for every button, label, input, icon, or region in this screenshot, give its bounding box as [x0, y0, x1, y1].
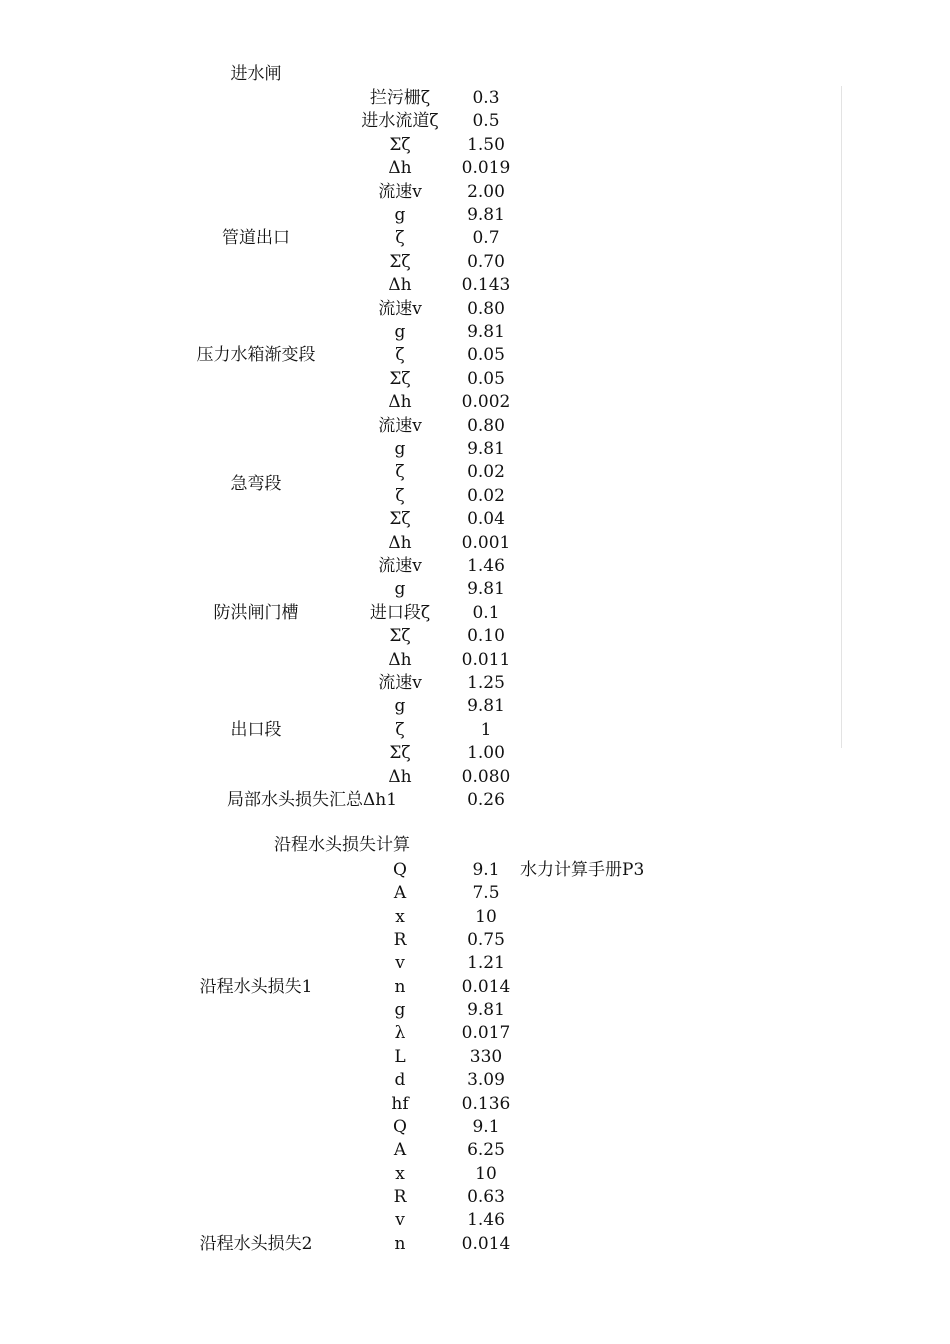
- section-label: 急弯段: [230, 474, 282, 495]
- section-label: 压力水箱渐变段: [196, 345, 316, 366]
- param-name: Σζ: [389, 368, 411, 389]
- param-name: A: [393, 883, 407, 904]
- param-value: 0.019: [461, 158, 511, 179]
- summary-value: 0.26: [467, 790, 505, 810]
- param-name: d: [394, 1070, 406, 1091]
- param-value: 10: [475, 906, 497, 927]
- param-value: 9.81: [467, 579, 505, 600]
- param-value: 0.143: [461, 275, 511, 296]
- param-name: ζ: [395, 228, 405, 249]
- section-label: 沿程水头损失2: [199, 1233, 313, 1254]
- param-value: 0.080: [461, 766, 511, 787]
- param-value: 0.05: [467, 368, 505, 389]
- param-name: g: [394, 205, 406, 225]
- param-value: 0.3: [472, 88, 500, 108]
- param-name: 拦污栅ζ: [369, 88, 431, 108]
- param-value: 0.136: [461, 1093, 511, 1114]
- param-name: Δh: [388, 158, 412, 179]
- cell-gridline: [841, 86, 842, 748]
- param-value: 1.00: [467, 743, 505, 764]
- section-label: 防洪闸门槽: [213, 602, 299, 623]
- section-label: 管道出口: [222, 228, 290, 249]
- param-value: 0.63: [467, 1186, 505, 1207]
- param-name: x: [395, 906, 405, 927]
- param-name: Σζ: [389, 134, 411, 155]
- param-name: A: [393, 1140, 407, 1161]
- param-name: g: [394, 696, 406, 717]
- param-name: v: [395, 953, 405, 974]
- param-value: 9.1: [472, 1116, 500, 1137]
- param-name: x: [395, 1163, 405, 1184]
- param-value: 10: [475, 1163, 497, 1184]
- param-name: hf: [391, 1093, 409, 1114]
- friction-title: 沿程水头损失计算: [274, 835, 410, 855]
- param-value: 0.05: [467, 345, 505, 366]
- param-name: 流速v: [378, 415, 422, 436]
- param-value: 0.02: [467, 485, 505, 506]
- param-value: 0.10: [467, 626, 505, 647]
- param-name: 进水流道ζ: [361, 111, 439, 132]
- param-value: 0.80: [467, 298, 505, 319]
- param-name: g: [394, 579, 406, 600]
- param-value: 0.75: [467, 930, 505, 951]
- param-value: 3.09: [467, 1070, 505, 1091]
- param-value: 0.001: [461, 532, 511, 553]
- param-name: ζ: [395, 462, 405, 483]
- param-name: Σζ: [389, 743, 411, 764]
- param-value: 0.5: [472, 111, 500, 132]
- param-value: 2.00: [467, 181, 505, 202]
- sheet-title: 进水闸: [230, 64, 282, 84]
- param-name: 流速v: [378, 673, 422, 693]
- param-name: g: [394, 322, 406, 342]
- param-name: Q: [393, 1116, 407, 1137]
- param-value: 0.014: [461, 1233, 511, 1254]
- param-name: ζ: [395, 719, 405, 740]
- param-value: 9.1: [472, 860, 500, 880]
- param-name: R: [393, 930, 407, 951]
- param-value: 7.5: [472, 883, 500, 904]
- summary-label: 局部水头损失汇总Δh1: [226, 790, 398, 810]
- param-value: 0.1: [472, 602, 500, 623]
- param-value: 1: [480, 719, 492, 740]
- param-value: 0.04: [467, 509, 505, 530]
- param-value: 0.02: [467, 462, 505, 483]
- param-value: 1.21: [467, 953, 505, 974]
- param-name: Δh: [388, 532, 412, 553]
- param-name: Q: [393, 860, 407, 880]
- param-value: 9.81: [467, 205, 505, 225]
- param-value: 330: [469, 1046, 503, 1067]
- param-name: v: [395, 1210, 405, 1231]
- param-name: L: [394, 1046, 406, 1067]
- param-value: 0.80: [467, 415, 505, 436]
- param-name: ζ: [395, 485, 405, 506]
- param-value: 6.25: [467, 1140, 505, 1161]
- param-value: 9.81: [467, 439, 505, 459]
- param-name: Δh: [388, 766, 412, 787]
- param-value: 1.50: [467, 134, 505, 155]
- param-name: λ: [394, 1023, 406, 1044]
- param-name: Δh: [388, 649, 412, 670]
- param-name: 流速v: [378, 181, 422, 202]
- param-name: 流速v: [378, 556, 422, 576]
- param-name: Σζ: [389, 251, 411, 272]
- section-label: 出口段: [230, 719, 282, 740]
- param-value: 9.81: [467, 696, 505, 717]
- param-value: 0.011: [461, 649, 511, 670]
- param-value: 1.25: [467, 673, 505, 693]
- param-name: n: [394, 976, 406, 997]
- param-name: g: [394, 1000, 406, 1021]
- reference-note: 水力计算手册P3: [520, 860, 645, 880]
- param-value: 0.70: [467, 251, 505, 272]
- param-name: R: [393, 1186, 407, 1207]
- section-label: 沿程水头损失1: [199, 976, 313, 997]
- param-value: 0.014: [461, 976, 511, 997]
- param-name: Δh: [388, 392, 412, 413]
- param-name: Δh: [388, 275, 412, 296]
- param-name: 进口段ζ: [369, 602, 431, 623]
- param-value: 1.46: [467, 1210, 505, 1231]
- param-name: Σζ: [389, 626, 411, 647]
- param-value: 9.81: [467, 1000, 505, 1021]
- param-name: n: [394, 1233, 406, 1254]
- param-name: ζ: [395, 345, 405, 366]
- param-name: g: [394, 439, 406, 459]
- param-value: 1.46: [467, 556, 505, 576]
- param-value: 0.017: [461, 1023, 511, 1044]
- param-name: Σζ: [389, 509, 411, 530]
- param-value: 0.002: [461, 392, 511, 413]
- param-name: 流速v: [378, 298, 422, 319]
- param-value: 9.81: [467, 322, 505, 342]
- param-value: 0.7: [472, 228, 500, 249]
